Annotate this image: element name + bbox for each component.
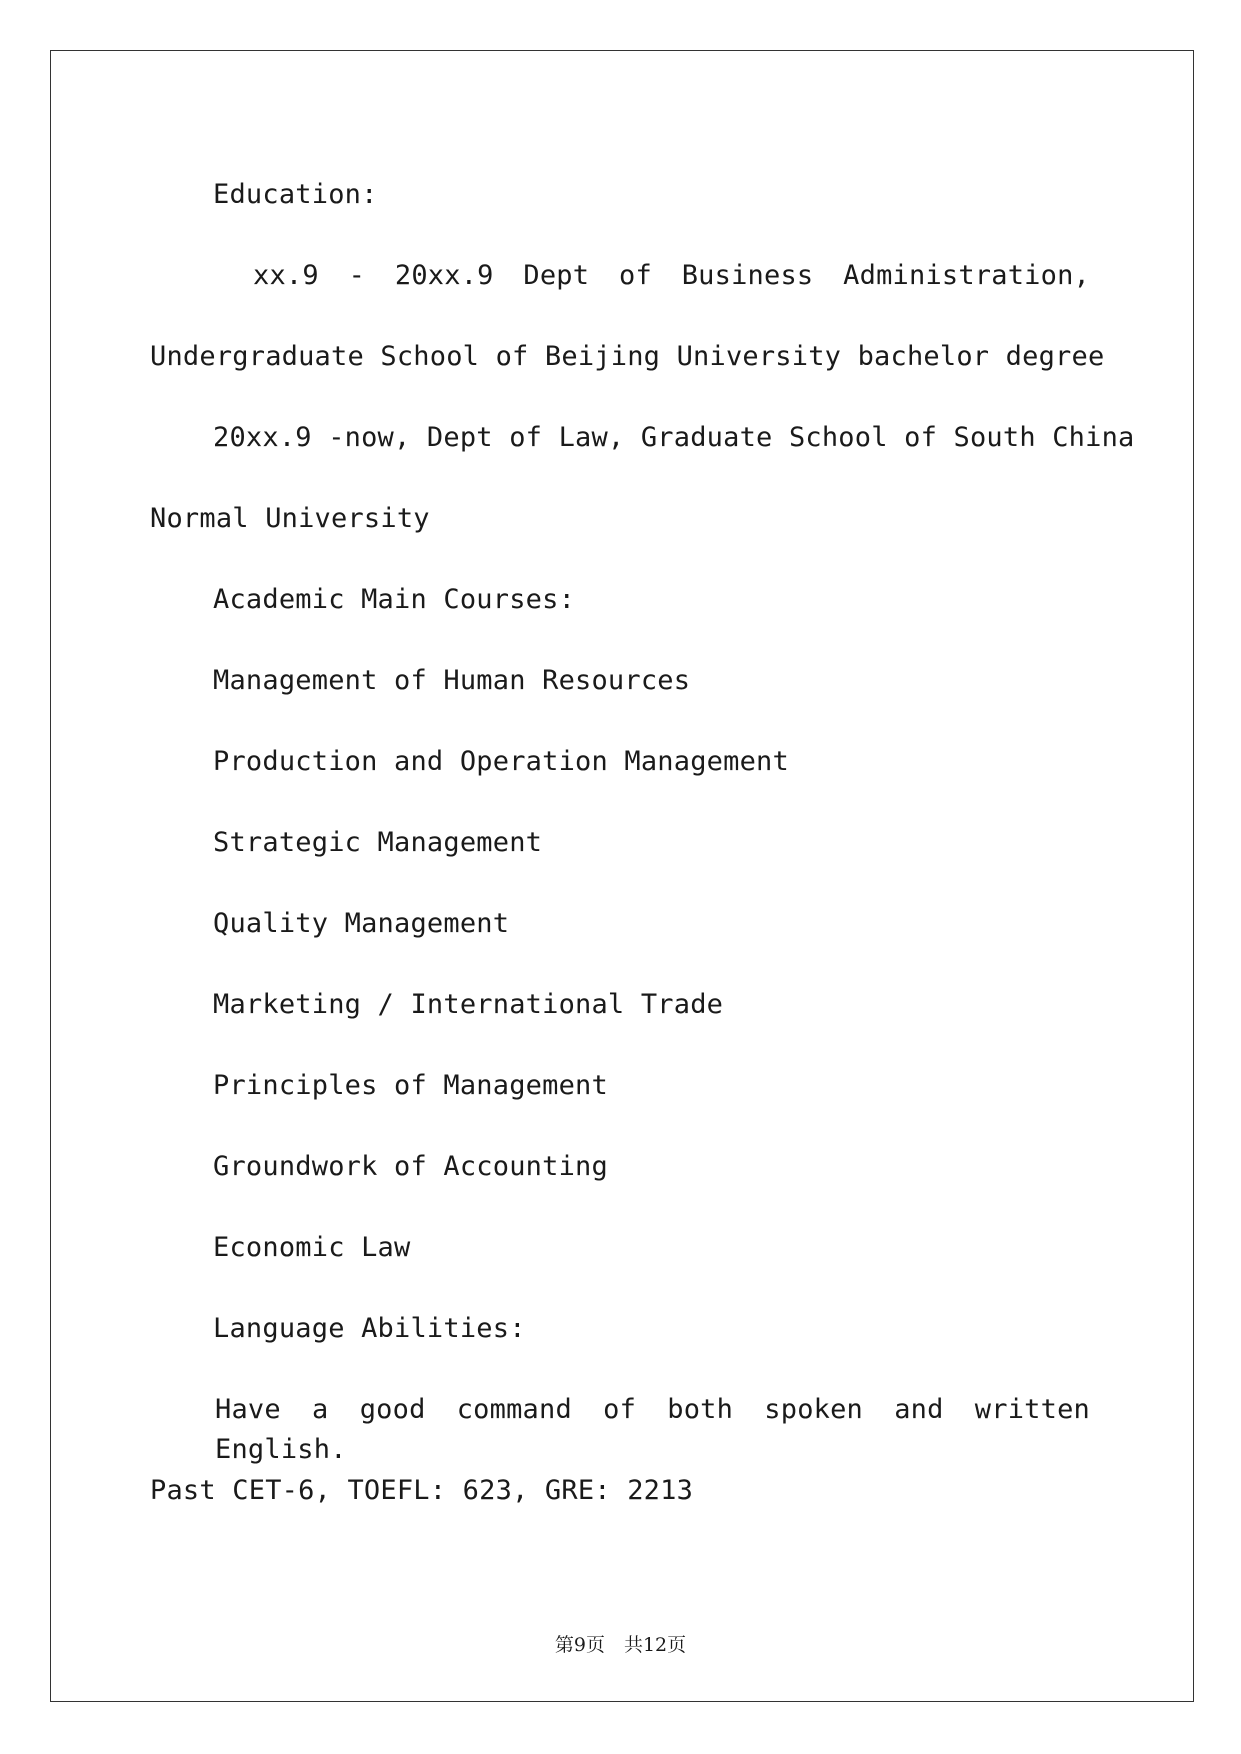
course-item: Quality Management bbox=[213, 908, 510, 939]
education-entry-1-line-2: Undergraduate School of Beijing University bachelor degree bbox=[150, 341, 1105, 372]
section-heading-education: Education: bbox=[213, 179, 378, 210]
education-entry-2-line-1: 20xx.9 -now, Dept of Law, Graduate School of South China bbox=[213, 422, 1135, 453]
language-paragraph-line-2: Past CET-6, TOEFL: 623, GRE: 2213 bbox=[150, 1475, 694, 1506]
education-entry-2-line-2: Normal University bbox=[150, 503, 430, 534]
course-item: Production and Operation Management bbox=[213, 746, 789, 777]
section-heading-language: Language Abilities: bbox=[213, 1313, 526, 1344]
course-item: Economic Law bbox=[213, 1232, 411, 1263]
page-number-footer: 第9页 共12页 bbox=[554, 1634, 687, 1656]
section-heading-courses: Academic Main Courses: bbox=[213, 584, 576, 615]
course-item: Strategic Management bbox=[213, 827, 543, 858]
language-paragraph-line-1: Have a good command of both spoken and written English. bbox=[215, 1394, 1090, 1465]
course-item: Groundwork of Accounting bbox=[213, 1151, 608, 1182]
course-item: Management of Human Resources bbox=[213, 665, 691, 696]
course-item: Principles of Management bbox=[213, 1070, 608, 1101]
course-item: Marketing / International Trade bbox=[213, 989, 724, 1020]
education-entry-1-line-1: xx.9 - 20xx.9 Dept of Business Administration, bbox=[253, 260, 1090, 291]
